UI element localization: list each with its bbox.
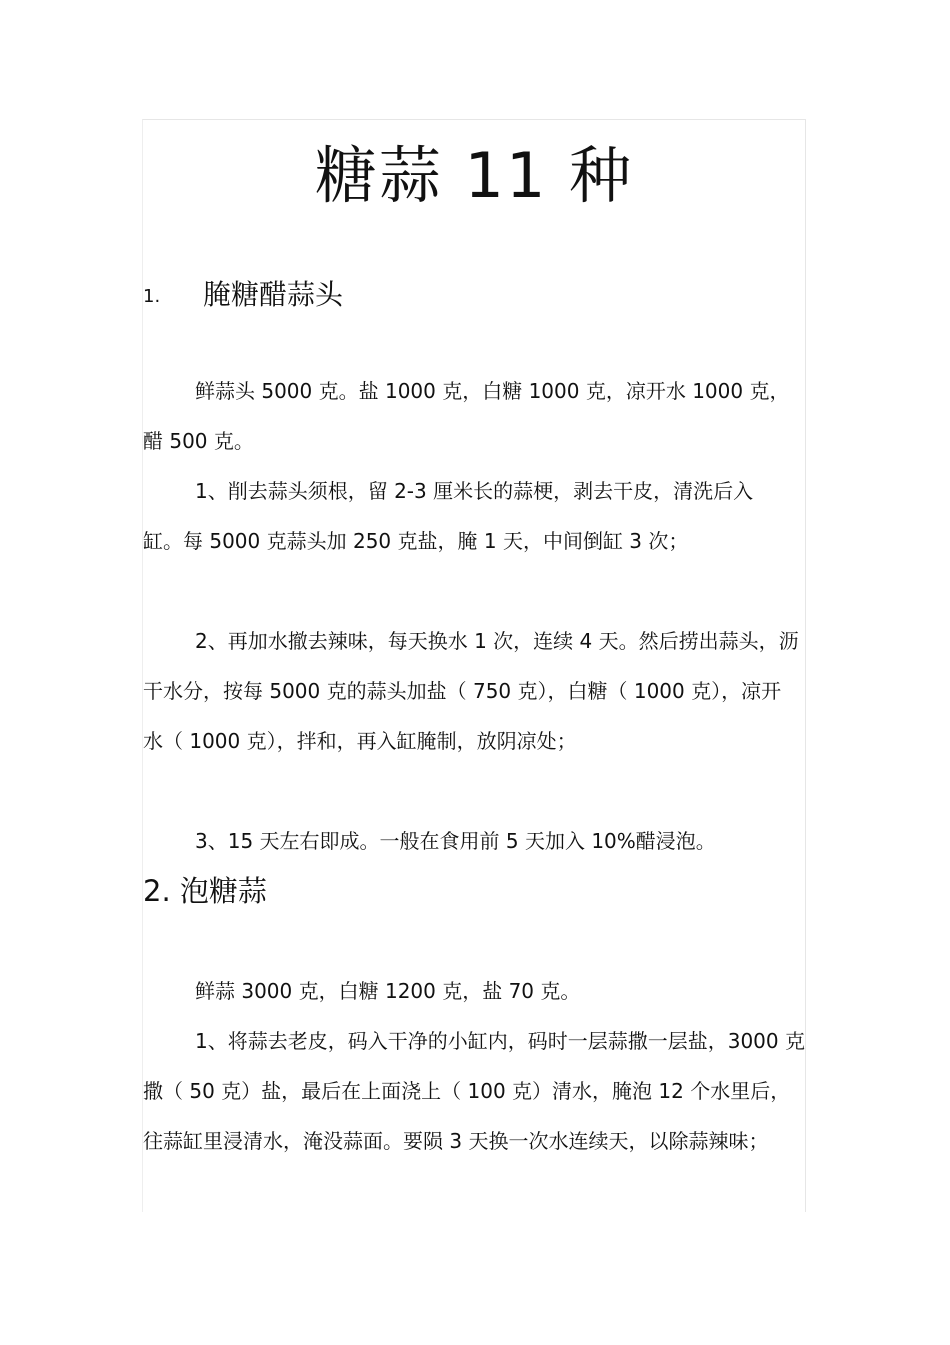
section-1-number: 1. <box>143 286 161 307</box>
section-1-ingredients: 鲜蒜头 5000 克。盐 1000 克，白糖 1000 克，凉开水 1000 克，醋 500 克。 <box>143 379 790 453</box>
section-2-step-1: 1、将蒜去老皮，码入干净的小缸内，码时一层蒜撒一层盐，3000 克撒（ 50 克）盐，最后在上面浇上（ 100 克）清水，腌泡 12 个水里后，往蒜缸里浸清水，淹没蒜面。要陨 3 天换一次水连续天，以除蒜辣味； <box>143 1029 805 1153</box>
section-1-step-1: 1、削去蒜头须根，留 2-3 厘米长的蒜梗，剥去干皮，清洗后入缸。每 5000 克蒜头加 250 克盐，腌 1 天，中间倒缸 3 次； <box>143 479 754 553</box>
section-1-title: 腌糖醋蒜头 <box>203 278 344 311</box>
section-1-step-2: 2、再加水撤去辣味，每天换水 1 次，连续 4 天。然后捞出蒜头，沥干水分，按每 5000 克的蒜头加盐（ 750 克），白糖（ 1000 克），凉开水（ 1000 克），拌和，再入缸腌制，放阴凉处； <box>143 629 799 753</box>
section-1-step-3: 3、15 天左右即成。一般在食用前 5 天加入 10%醋浸泡。 <box>195 829 716 853</box>
section-1-heading <box>143 276 343 316</box>
section-2-ingredients: 鲜蒜 3000 克，白糖 1200 克，盐 70 克。 <box>195 979 581 1003</box>
document-title: 糖蒜 11 种 <box>314 139 634 212</box>
section-2-heading: 2. 泡糖蒜 <box>143 874 267 908</box>
